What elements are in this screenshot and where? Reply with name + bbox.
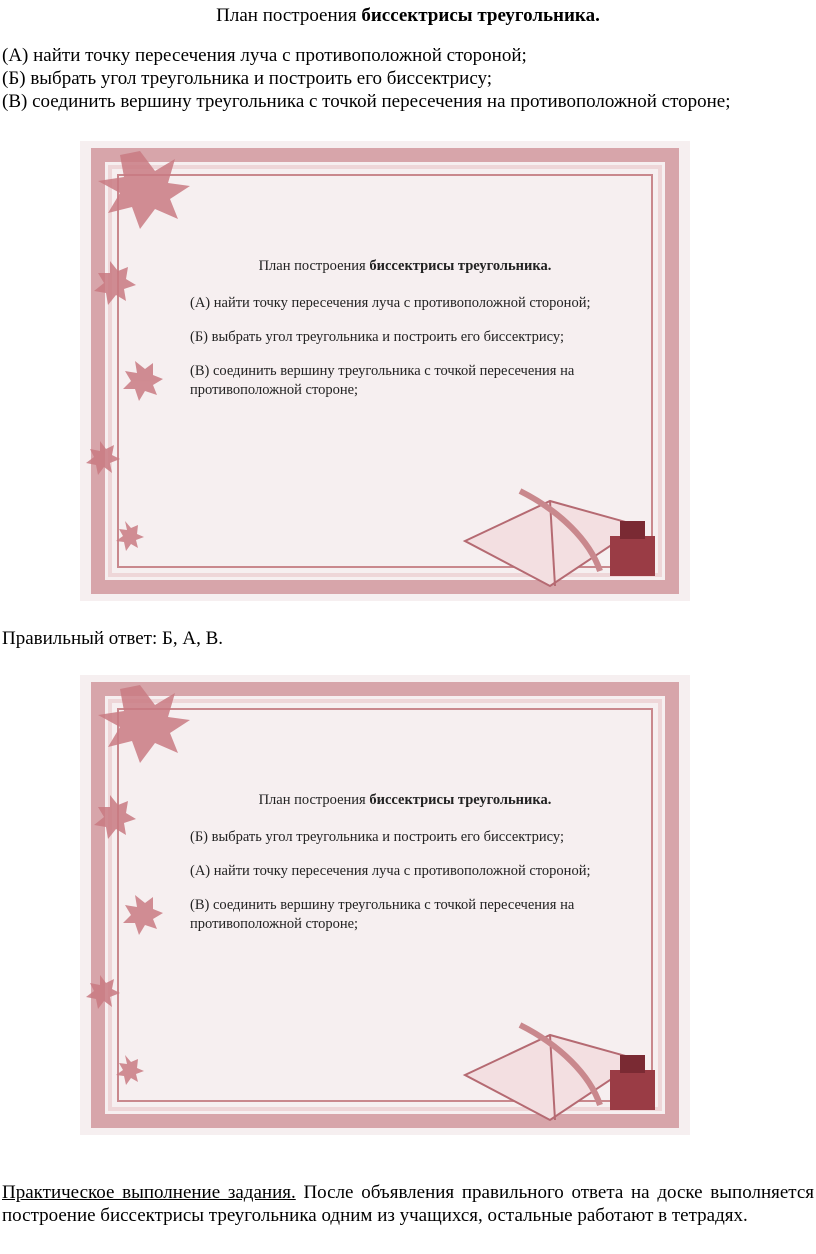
slide-text — [190, 791, 610, 949]
book-and-quill-icon — [465, 1025, 655, 1120]
slide-1 — [80, 141, 690, 601]
page-title-prefix: План построения — [216, 5, 362, 26]
practice-label: Практическое выполнение задания. — [2, 1182, 296, 1203]
slide-item: (В) соединить вершину треугольника с точкой пересечения на противоположной стороне; — [190, 363, 575, 398]
slide-title-prefix: План построения — [258, 258, 370, 274]
slide-item: (В) соединить вершину треугольника с точкой пересечения на противоположной стороне; — [190, 897, 575, 932]
slide-title-bold: биссектрисы треугольника. — [369, 792, 552, 808]
page-title — [0, 4, 816, 28]
slide-2 — [80, 675, 690, 1135]
step-item: (В) соединить вершину треугольника с точкой пересечения на противоположной стороне; — [2, 91, 731, 112]
slide-item: (А) найти точку пересечения луча с противоположной стороной; — [190, 295, 591, 311]
slide-title — [190, 257, 610, 276]
page-title-bold: биссектрисы треугольника. — [361, 5, 600, 26]
slide-title-bold: биссектрисы треугольника. — [369, 258, 552, 274]
slide-text — [190, 257, 610, 415]
slide-title-prefix: План построения — [258, 792, 370, 808]
book-and-quill-icon — [465, 491, 655, 586]
step-item: (Б) выбрать угол треугольника и построить его биссектрису; — [2, 68, 493, 89]
slide-item: (Б) выбрать угол треугольника и построить его биссектрису; — [190, 329, 564, 345]
slide-item: (Б) выбрать угол треугольника и построить его биссектрису; — [190, 829, 564, 845]
slide-title — [190, 791, 610, 810]
correct-answer: Правильный ответ: Б, А, В. — [2, 628, 224, 649]
slide-item: (А) найти точку пересечения луча с противоположной стороной; — [190, 863, 591, 879]
steps-list — [2, 44, 731, 113]
step-item: (А) найти точку пересечения луча с противоположной стороной; — [2, 45, 527, 66]
practice-text: После объявления правильного ответа на доске выполняется построение биссектрисы треугольника одним из учащихся, остальные работают в тетрадях. — [2, 1182, 814, 1226]
practice-paragraph — [2, 1181, 814, 1227]
